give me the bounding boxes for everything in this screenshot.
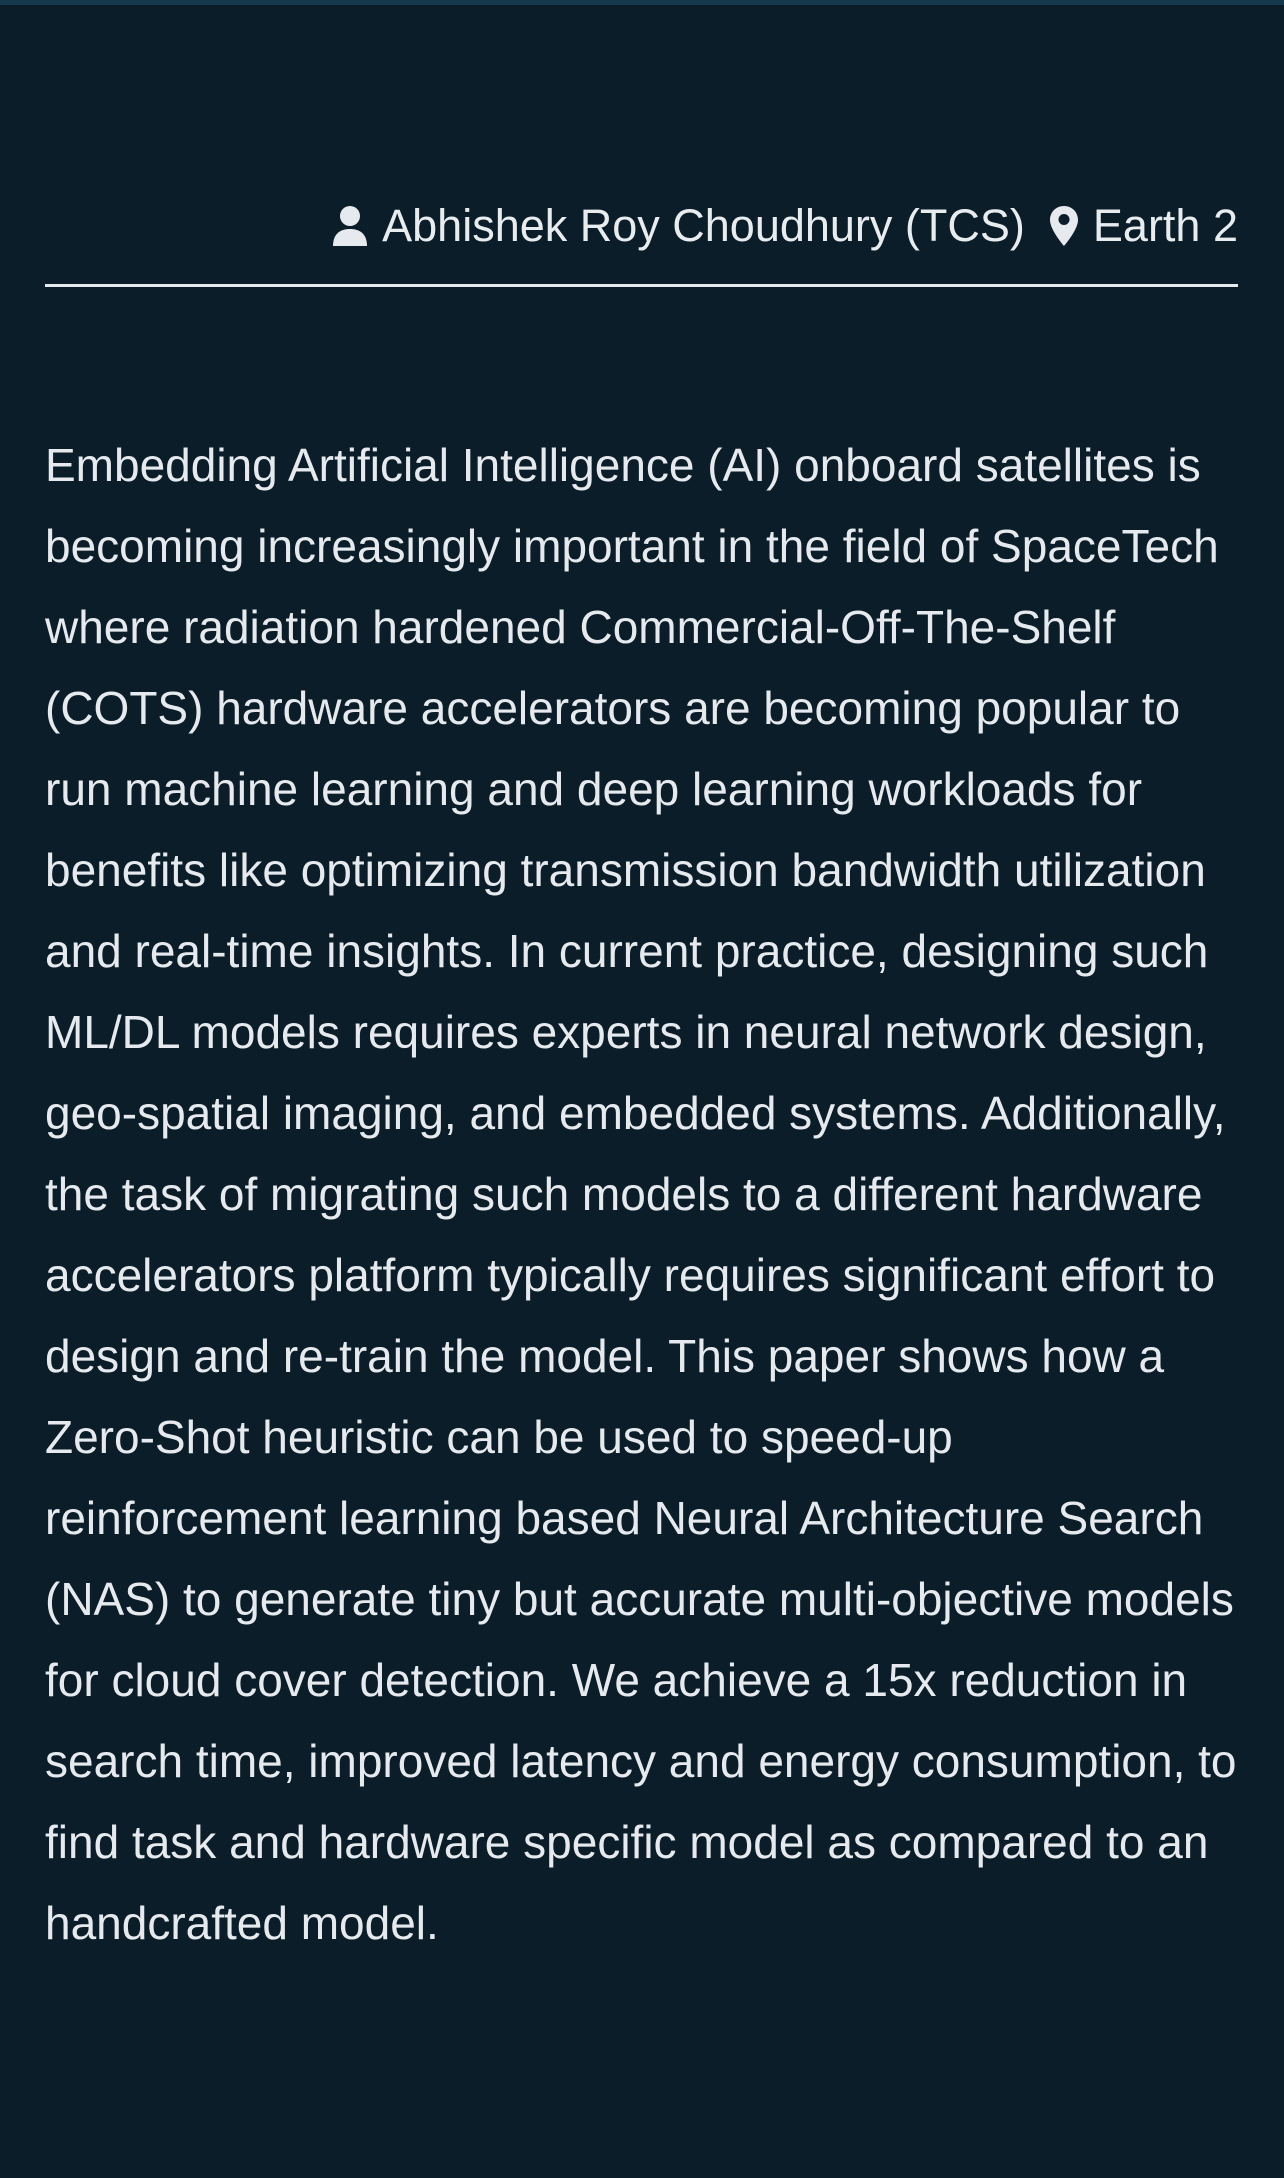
top-accent-strip [0, 0, 1284, 5]
map-pin-icon [1049, 205, 1079, 247]
abstract-text: Embedding Artificial Intelligence (AI) onboard satellites is becoming increasingly important in the field of SpaceTech where radiation hardened Commercial-Off-The-Shelf (COTS) hardware accelerators are becoming popular to run machine learning and deep learning workloads for benefits like optimizing transmission bandwidth utilization and real-time insights. In current practice, designing such ML/DL models requires experts in neural network design, geo-spatial imaging, and embedded systems. Additionally, the task of migrating such models to a different hardware accelerators platform typically requires significant effort to design and re-train the model. This paper shows how a Zero-Shot heuristic can be used to speed-up reinforcement learning based Neural Architecture Search (NAS) to generate tiny but accurate multi-objective models for cloud cover detection. We achieve a 15x reduction in search time, improved latency and energy consumption, to find task and hardware specific model as compared to an handcrafted model. [45, 439, 1237, 1949]
location-info [1049, 196, 1238, 256]
author-info [332, 196, 1025, 256]
talk-meta [45, 196, 1238, 256]
author-name: Abhishek Roy Choudhury (TCS) [382, 200, 1025, 251]
user-icon [332, 205, 368, 247]
location-name: Earth 2 [1092, 200, 1238, 251]
header-divider [45, 284, 1238, 287]
